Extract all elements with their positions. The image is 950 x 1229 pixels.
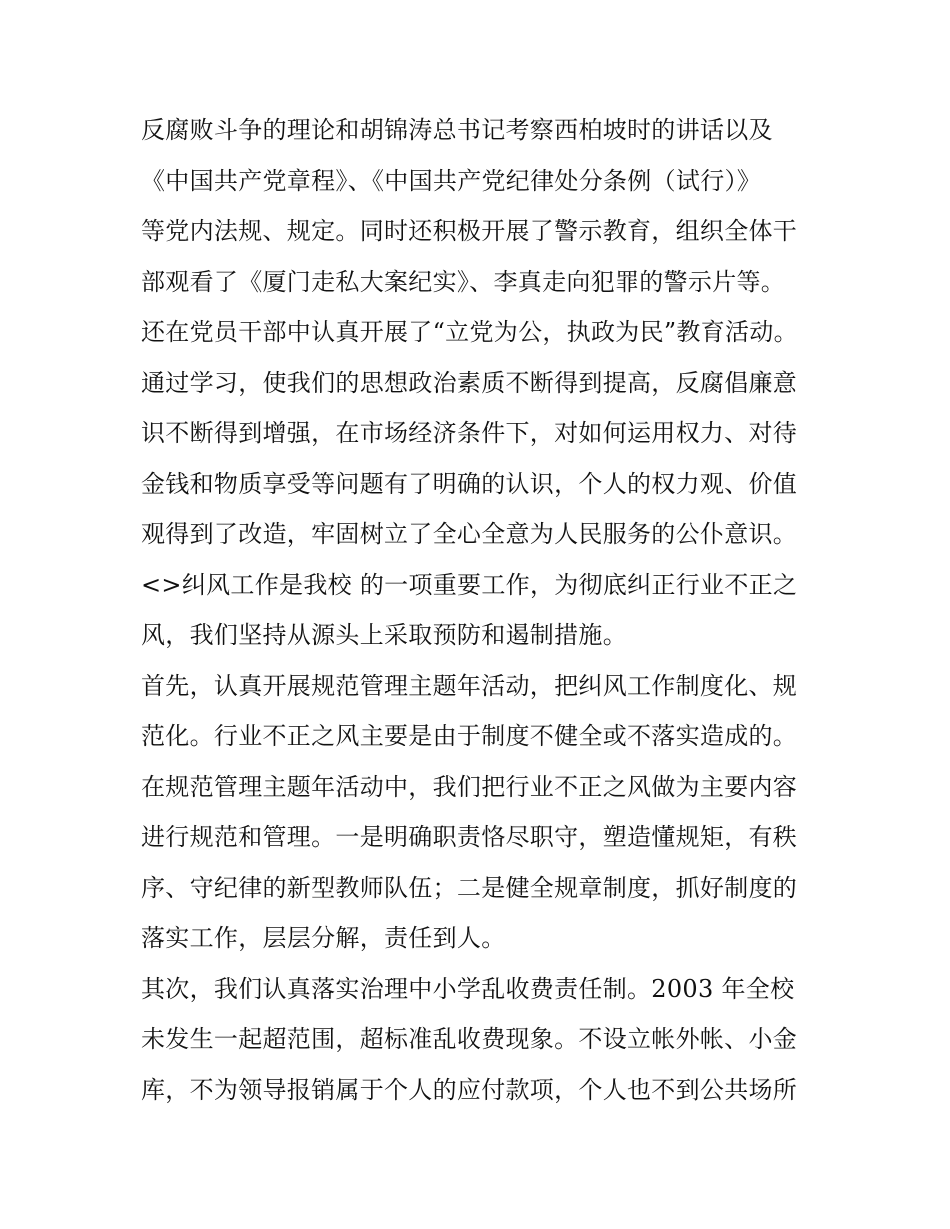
text-line: 反腐败斗争的理论和胡锦涛总书记考察西柏坡时的讲话以及 [141,116,773,144]
text-line: 落实工作，层层分解，责任到人。 [141,924,506,952]
text-line: 观得到了改造，牢固树立了全心全意为人民服务的公仆意识。 [141,520,798,548]
text-line: <>纠风工作是我校 的一项重要工作，为彻底纠正行业不正之 [141,570,798,599]
text-line: 未发生一起超范围，超标准乱收费现象。不设立帐外帐、小金 [141,1025,798,1053]
text-line: 还在党员干部中认真开展了“立党为公，执政为民”教育活动。 [141,318,798,346]
text-line: 其次，我们认真落实治理中小学乱收费责任制。2003 年全校 [141,974,795,1003]
text-line: 《中国共产党章程》、《中国共产党纪律处分条例（试行）》 [141,166,762,195]
text-line: 等党内法规、规定。同时还积极开展了警示教育，组织全体干 [141,217,798,245]
text-line: 风，我们坚持从源头上采取预防和遏制措施。 [141,621,627,649]
text-line: 识不断得到增强，在市场经济条件下，对如何运用权力、对待 [141,419,798,447]
text-line: 通过学习，使我们的思想政治素质不断得到提高，反腐倡廉意 [141,368,798,397]
text-line: 金钱和物质享受等问题有了明确的认识，个人的权力观、价值 [141,469,798,498]
text-line: 首先，认真开展规范管理主题年活动，把纠风工作制度化、规 [141,671,798,700]
text-line: 范化。行业不正之风主要是由于制度不健全或不落实造成的。 [141,722,798,750]
text-line: 库，不为领导报销属于个人的应付款项，个人也不到公共场所 [141,1075,798,1104]
text-line: 进行规范和管理。一是明确职责恪尽职守，塑造懂规矩，有秩 [141,823,798,851]
text-line: 部观看了《厦门走私大案纪实》、李真走向犯罪的警示片等。 [141,267,786,296]
text-line: 在规范管理主题年活动中，我们把行业不正之风做为主要内容 [141,772,798,801]
text-line: 序、守纪律的新型教师队伍；二是健全规章制度，抓好制度的 [141,873,798,902]
body-text [141,105,821,1115]
